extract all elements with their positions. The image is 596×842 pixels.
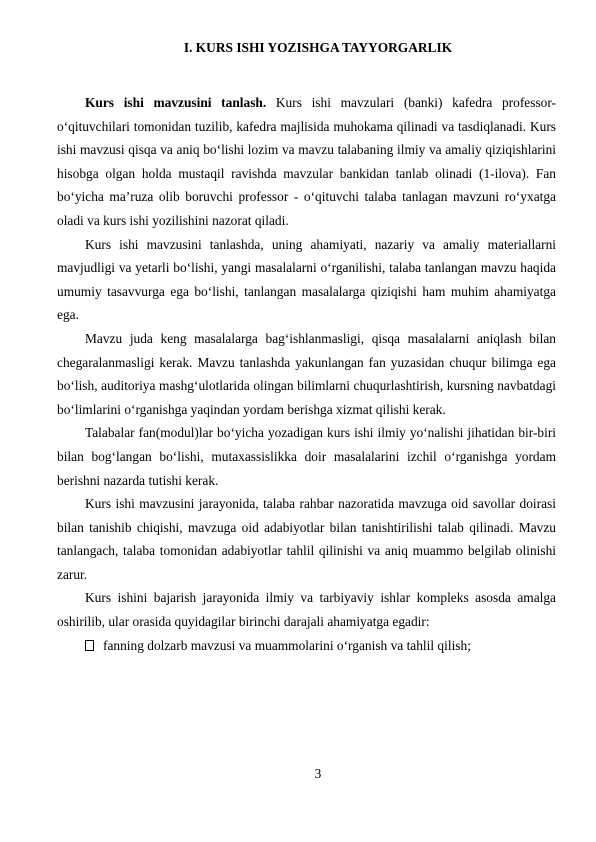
paragraph-topic-selection	[57, 91, 556, 233]
paragraph-execution: Kurs ishini bajarish jarayonida ilmiy va tarbiyaviy ishlar kompleks asosda amalga oshirilib, ular orasida quyidagilar birinchi darajali ahamiyatga egadir:	[57, 590, 556, 630]
page-number: 3	[314, 766, 322, 781]
body-text	[57, 91, 556, 657]
paragraph-scope: Mavzu juda keng masalalarga bag‘ishlanmasligi, qisqa masalalarni aniqlash bilan chegaralanmasligi kerak. Mavzu tanlashda yakunlangan fan yuzasidan chuqur bilimga ega bo‘lish, auditoriya mashg‘ulotlarida olingan bilimlarni chuqurlashtirish, kursning navbatdagi bo‘limlarini o‘rganishga yaqindan yordam berishga xizmat qilishi kerak.	[57, 330, 556, 417]
paragraph-importance: Kurs ishi mavzusini tanlashda, uning ahamiyati, nazariy va amaliy materiallarni mavjudligi va yetarli bo‘lishi, yangi masalalarni o‘rganilishi, talaba tanlangan mavzu haqida umumiy tasavvurga ega bo‘lishi, tanlangan masalalarga qiziqishi ham muhim ahamiyatga ega.	[57, 236, 556, 323]
paragraph-process: Kurs ishi mavzusini jarayonida, talaba rahbar nazoratida mavzuga oid savollar doirasi bilan tanishib chiqishi, mavzuga oid adabiyotlar bilan tanishtirilishi talab qilinadi. Mavzu tanlangach, talaba tomonidan adabiyotlar tahlil qilinishi va aniq muammo belgilab olinishi zarur.	[57, 496, 556, 582]
paragraph-text: Kurs ishi mavzulari (banki) kafedra professor-o‘qituvchilari tomonidan tuzilib, kafedra majlisida muhokama qilinadi va tasdiqlanadi. Kurs ishi mavzusi qisqa va aniq bo‘lishi lozim va mavzu talabaning ilmiy va amaliy qiziqishlarini hisobga olgan holda mustaqil ravishda mavzular bankidan tanlab olinadi (1-ilova). Fan bo‘yicha ma’ruza olib boruvchi professor - o‘qituvchi talaba tanlagan mavzuni ro‘yxatga oladi va kurs ishi yozilishini nazorat qiladi.	[57, 95, 556, 228]
bullet-box-icon	[85, 640, 94, 651]
section-heading: I. KURS ISHI YOZISHGA TAYYORGARLIK	[183, 40, 453, 55]
paragraph-direction: Talabalar fan(modul)lar bo‘yicha yozadigan kurs ishi ilmiy yo‘nalishi jihatidan bir-biri bilan bog‘langan bo‘lishi, mutaxassislikka doir masalalarini izchil o‘rganishga yordam berishni nazarda tutishi kerak.	[57, 425, 556, 488]
paragraph-lead: Kurs ishi mavzusini tanlash.	[85, 95, 267, 110]
list-item-text: fanning dolzarb mavzusi va muammolarini o‘rganish va tahlil qilish;	[103, 637, 471, 653]
list-item	[57, 634, 556, 658]
